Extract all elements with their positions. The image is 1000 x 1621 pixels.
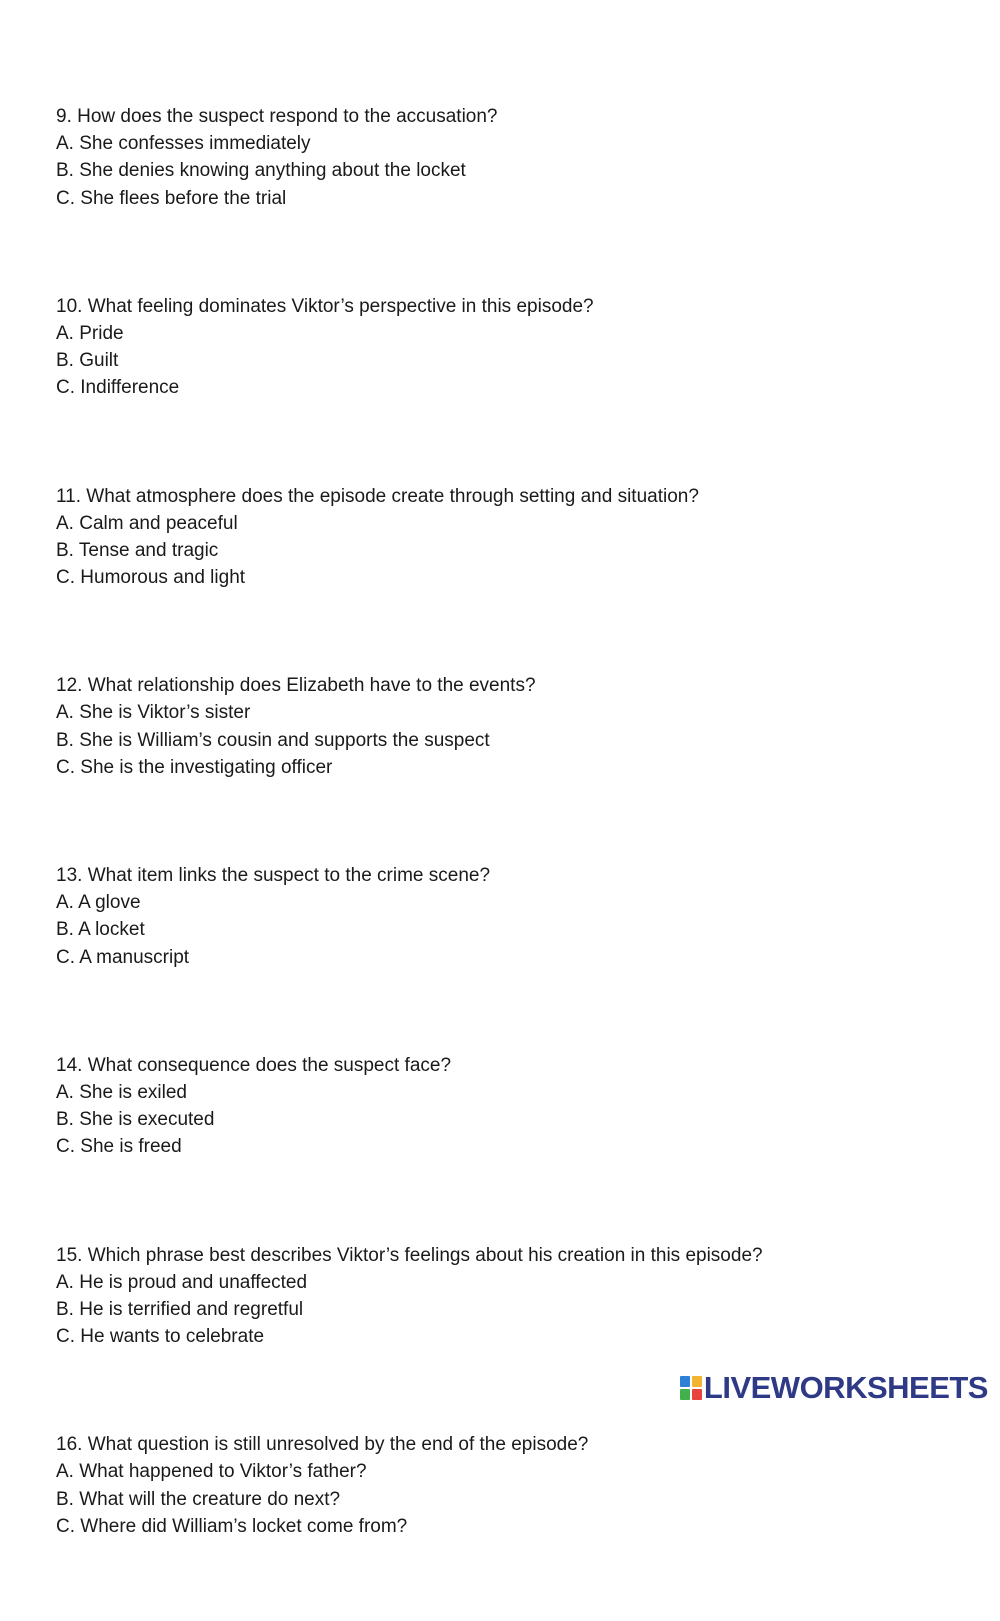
question-text: 9. How does the suspect respond to the accusation? bbox=[56, 106, 498, 127]
option-c: C. A manuscript bbox=[56, 946, 190, 968]
question-block bbox=[56, 862, 956, 971]
logo-square-green bbox=[680, 1389, 690, 1400]
option-c: C. She is freed bbox=[56, 1136, 182, 1158]
option-b: B. What will the creature do next? bbox=[56, 1488, 341, 1510]
option-b: B. A locket bbox=[56, 919, 145, 941]
option-b: B. She is executed bbox=[56, 1109, 215, 1131]
logo-square-yellow bbox=[692, 1376, 702, 1387]
question-block bbox=[56, 103, 956, 212]
option-b: B. Guilt bbox=[56, 350, 119, 372]
option-c: C. She is the investigating officer bbox=[56, 756, 333, 778]
question-text: 15. Which phrase best describes Viktor’s feelings about his creation in this episode? bbox=[56, 1244, 763, 1266]
option-b: B. Tense and tragic bbox=[56, 539, 219, 561]
option-a: A. A glove bbox=[56, 892, 141, 914]
question-text: 11. What atmosphere does the episode create through setting and situation? bbox=[56, 485, 699, 507]
question-text: 13. What item links the suspect to the crime scene? bbox=[56, 865, 491, 886]
question-text: 12. What relationship does Elizabeth have to the events? bbox=[56, 675, 536, 697]
option-c: C. Humorous and light bbox=[56, 567, 246, 589]
question-block bbox=[56, 1431, 956, 1540]
question-text: 10. What feeling dominates Viktor’s perspective in this episode? bbox=[56, 295, 594, 317]
question-block bbox=[56, 483, 956, 592]
option-c: C. Where did William’s locket come from? bbox=[56, 1515, 408, 1537]
logo-square-blue bbox=[680, 1376, 690, 1387]
liveworksheets-logo bbox=[680, 1370, 988, 1406]
option-a: A. Calm and peaceful bbox=[56, 512, 238, 534]
option-b: B. He is terrified and regretful bbox=[56, 1298, 304, 1320]
option-c: C. Indifference bbox=[56, 377, 180, 399]
question-text: 14. What consequence does the suspect face? bbox=[56, 1054, 452, 1076]
option-a: A. Pride bbox=[56, 322, 124, 344]
logo-square-red bbox=[692, 1389, 702, 1400]
option-a: A. She is exiled bbox=[56, 1081, 187, 1103]
option-c: C. She flees before the trial bbox=[56, 187, 287, 209]
question-text: 16. What question is still unresolved by the end of the episode? bbox=[56, 1434, 589, 1456]
liveworksheets-logo-icon bbox=[680, 1376, 702, 1400]
question-block bbox=[56, 672, 956, 781]
option-a: A. She confesses immediately bbox=[56, 133, 311, 155]
option-b: B. She denies knowing anything about the locket bbox=[56, 160, 466, 182]
option-a: A. What happened to Viktor’s father? bbox=[56, 1461, 367, 1483]
option-b: B. She is William’s cousin and supports the suspect bbox=[56, 729, 490, 751]
question-block bbox=[56, 293, 956, 402]
logo-text: LIVEWORKSHEETS bbox=[703, 1370, 988, 1405]
option-a: A. She is Viktor’s sister bbox=[56, 702, 251, 724]
question-block bbox=[56, 1052, 956, 1161]
option-a: A. He is proud and unaffected bbox=[56, 1271, 308, 1293]
option-c: C. He wants to celebrate bbox=[56, 1326, 265, 1348]
question-block bbox=[56, 1242, 956, 1351]
